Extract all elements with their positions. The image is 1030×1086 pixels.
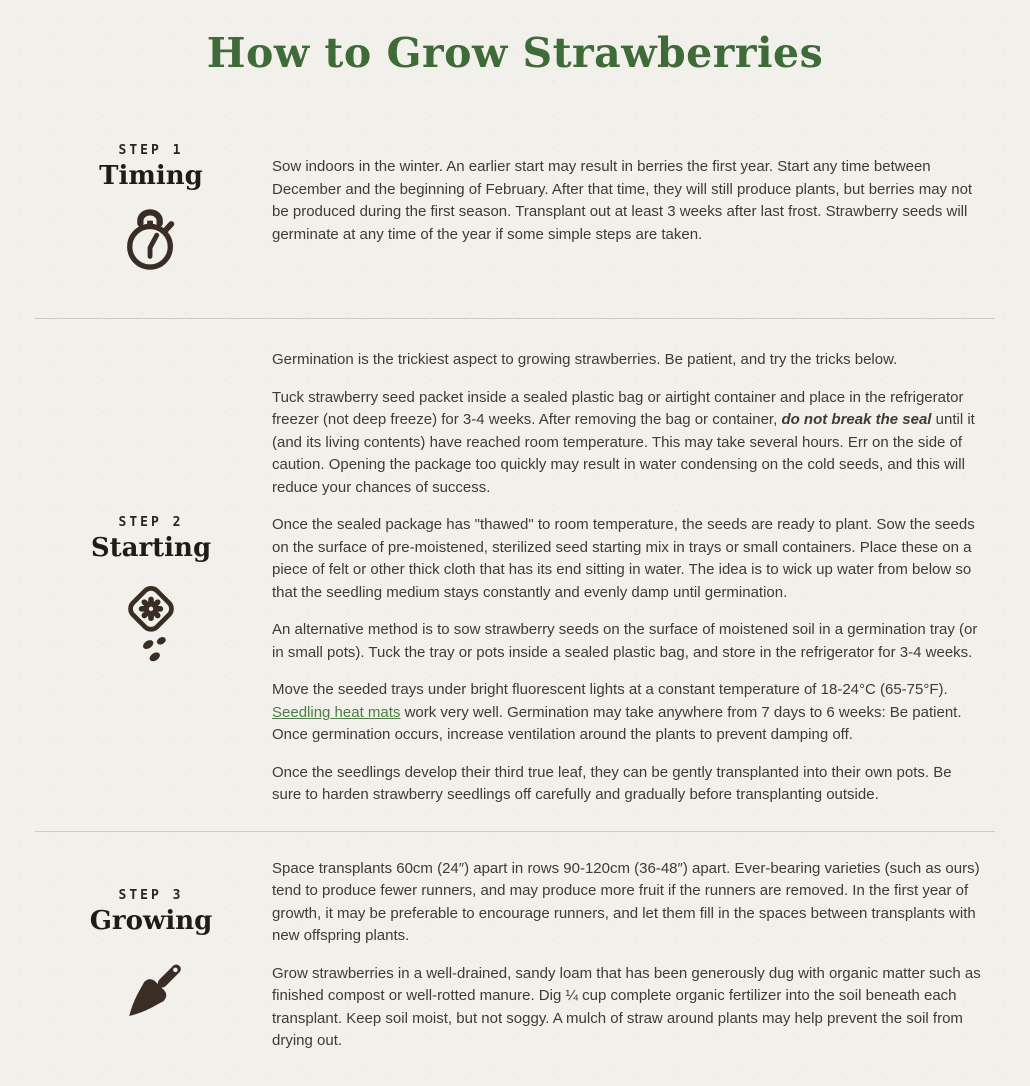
- paragraph: [272, 619, 982, 664]
- seedling-heat-mats-link[interactable]: Seedling heat mats: [272, 703, 401, 721]
- paragraph: [272, 514, 982, 604]
- trowel-icon: [111, 950, 191, 1043]
- text-run: Germination is the trickiest aspect to growing strawberries. Be patient, and try the tricks below.: [272, 351, 898, 369]
- text-run: Once the sealed package has "thawed" to room temperature, the seeds are ready to plant. Sow the seeds on the surface of pre-moistened, sterilized seed starting mix in trays or small containers. Place these on a piece of felt or other thick cloth that has its end sitting in water. The idea is to wick up water from below so that the seedling medium stays constantly and evenly damp until germination.: [272, 516, 975, 601]
- step-3-label: STEP 3: [118, 887, 184, 903]
- text-run: An alternative method is to sow strawberry seeds on the surface of moistened soil in a germination tray (or in small pots). Tuck the tray or pots inside a sealed plastic bag, and store in the refrigerator for 3-4 weeks.: [272, 621, 978, 661]
- text-run: until it (and its living contents) have reached room temperature. This may take several hours. Err on the side of caution. Opening the package too quickly may result in water condensing on the cold seeds, and this will reduce your chances of success.: [272, 411, 975, 496]
- step-3-section: [0, 832, 1030, 1053]
- paragraph: [272, 963, 982, 1053]
- paragraph: [272, 762, 982, 807]
- text-run: Space transplants 60cm (24″) apart in rows 90-120cm (36-48″) apart. Ever-bearing varieties (such as ours) tend to produce fewer runners, and may produce more fruit if the runners are removed. In the first year of growth, it may be preferable to encourage runners, and let them fill in the spaces between transplants with new offspring plants.: [272, 859, 980, 945]
- text-run: Once the seedlings develop their third true leaf, they can be gently transplanted into their own pots. Be sure to harden strawberry seedlings off carefully and gradually before transplanting outside.: [272, 763, 952, 804]
- stopwatch-icon: [122, 205, 180, 278]
- paragraph: [272, 387, 982, 500]
- paragraph: [272, 858, 982, 948]
- step-2-text: [272, 319, 1030, 807]
- step-1-text: [272, 135, 1030, 278]
- step-2-section: [0, 319, 1030, 807]
- step-1-header: [0, 135, 272, 278]
- step-1-title: Timing: [99, 161, 203, 192]
- seed-packet-icon: [119, 577, 183, 672]
- step-2-label: STEP 2: [118, 515, 184, 531]
- text-run: Tuck strawberry seed packet inside a sealed plastic bag or airtight container and place in the refrigerator freezer (not deep freeze) for 3-4 weeks. After removing the bag or container,: [272, 388, 964, 429]
- text-run: Move the seeded trays under bright fluorescent lights at a constant temperature of 18-24°C (65-75°F).: [272, 681, 948, 699]
- step-1-section: [0, 135, 1030, 278]
- step-1-label: STEP 1: [118, 143, 184, 159]
- paragraph: [272, 156, 982, 246]
- text-run: Sow indoors in the winter. An earlier start may result in berries the first year. Start any time between December and the beginning of February. After that time, they will still produce plants, but berries may not be produced during the first season. Transplant out at least 3 weeks after last frost. Strawberry seeds will germinate at any time of the year if some simple steps are taken.: [272, 158, 973, 243]
- step-2-title: Starting: [90, 533, 212, 564]
- text-run: do not break the seal: [781, 411, 932, 429]
- text-run: work very well. Germination may take anywhere from 7 days to 6 weeks: Be patient. Once germination occurs, increase ventilation around the plants to prevent damping off.: [272, 703, 962, 744]
- step-3-text: [272, 832, 1030, 1053]
- paragraph: [272, 349, 982, 372]
- page-title: How to Grow Strawberries: [206, 29, 824, 77]
- paragraph: [272, 679, 982, 747]
- step-3-title: Growing: [89, 905, 213, 936]
- step-3-header: [0, 832, 272, 1053]
- text-run: Grow strawberries in a well-drained, sandy loam that has been generously dug with organic matter such as finished compost or well-rotted manure. Dig ¼ cup complete organic fertilizer into the soil beneath each transplant. Keep soil moist, but not soggy. A mulch of straw around plants may help prevent the soil from drying out.: [272, 964, 981, 1050]
- step-2-header: [0, 319, 272, 807]
